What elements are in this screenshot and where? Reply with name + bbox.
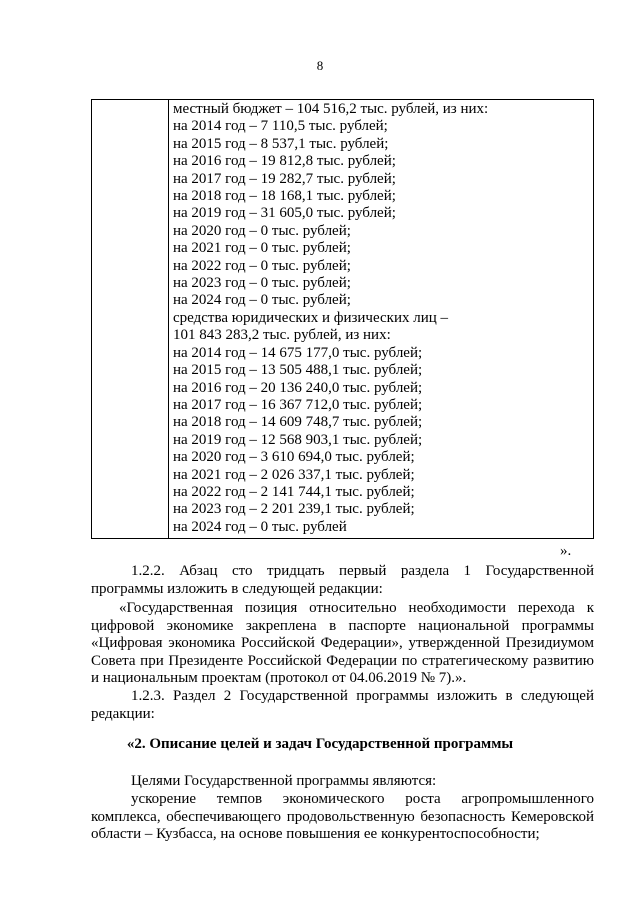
paragraph-1-2-2: 1.2.2. Абзац сто тридцать первый раздела 1 Государственной программы изложить в следующей редакции: <box>91 563 594 597</box>
table-line: на 2024 год – 0 тыс. рублей <box>173 518 347 535</box>
table-line: на 2022 год – 2 141 744,1 тыс. рублей; <box>173 483 415 500</box>
table-right-cell <box>169 100 594 539</box>
table-line: на 2022 год – 0 тыс. рублей; <box>173 257 351 274</box>
table-line: 101 843 283,2 тыс. рублей, из них: <box>173 327 391 344</box>
goals-intro: Целями Государственной программы являются: <box>131 773 437 789</box>
table-line: на 2016 год – 19 812,8 тыс. рублей; <box>173 153 396 170</box>
table-line: на 2018 год – 18 168,1 тыс. рублей; <box>173 188 396 205</box>
table-line: на 2019 год – 31 605,0 тыс. рублей; <box>173 205 396 222</box>
table-line: на 2020 год – 0 тыс. рублей; <box>173 222 351 239</box>
table-line: на 2018 год – 14 609 748,7 тыс. рублей; <box>173 414 423 431</box>
table-line: на 2021 год – 0 тыс. рублей; <box>173 240 351 257</box>
table-line: на 2023 год – 2 201 239,1 тыс. рублей; <box>173 501 415 518</box>
table-line: на 2019 год – 12 568 903,1 тыс. рублей; <box>173 431 423 448</box>
paragraph-1-2-3: 1.2.3. Раздел 2 Государственной программы изложить в следующей редакции: <box>91 688 594 722</box>
page-number: 8 <box>316 58 324 73</box>
table-left-cell <box>92 100 169 539</box>
table-line: местный бюджет – 104 516,2 тыс. рублей, из них: <box>173 101 489 117</box>
table-line: на 2023 год – 0 тыс. рублей; <box>173 275 351 292</box>
table-line: на 2015 год – 8 537,1 тыс. рублей; <box>173 135 389 152</box>
table-line: на 2017 год – 19 282,7 тыс. рублей; <box>173 170 396 187</box>
table-line: на 2021 год – 2 026 337,1 тыс. рублей; <box>173 466 415 483</box>
table-line: на 2014 год – 14 675 177,0 тыс. рублей; <box>173 344 423 361</box>
table-line: на 2014 год – 7 110,5 тыс. рублей; <box>173 118 388 135</box>
table-line: средства юридических и физических лиц – <box>173 309 449 326</box>
table-line: на 2016 год – 20 136 240,0 тыс. рублей; <box>173 379 423 396</box>
table-line: на 2015 год – 13 505 488,1 тыс. рублей; <box>173 362 423 379</box>
table-line: на 2024 год – 0 тыс. рублей; <box>173 292 351 309</box>
funding-table <box>91 99 594 539</box>
closing-quote: ». <box>560 543 572 559</box>
table-line: на 2017 год – 16 367 712,0 тыс. рублей; <box>173 396 423 413</box>
quoted-paragraph: «Государственная позиция относительно необходимости перехода к цифровой экономике закреплена в паспорте национальной программы «Цифровая экономика Российской Федерации», утвержденной Президиумом Совета при Президенте Российской Федерации по стратегическому развитию и национальным проектам (протокол от 04.06.2019 № 7).». <box>91 600 594 687</box>
section-heading: «2. Описание целей и задач Государственной программы <box>126 736 514 752</box>
goal-item: ускорение темпов экономического роста агропромышленного комплекса, обеспечивающего продовольственную безопасность Кемеровской области – Кузбасса, на основе повышения ее конкурентоспособности; <box>91 791 594 843</box>
table-line: на 2020 год – 3 610 694,0 тыс. рублей; <box>173 449 415 466</box>
